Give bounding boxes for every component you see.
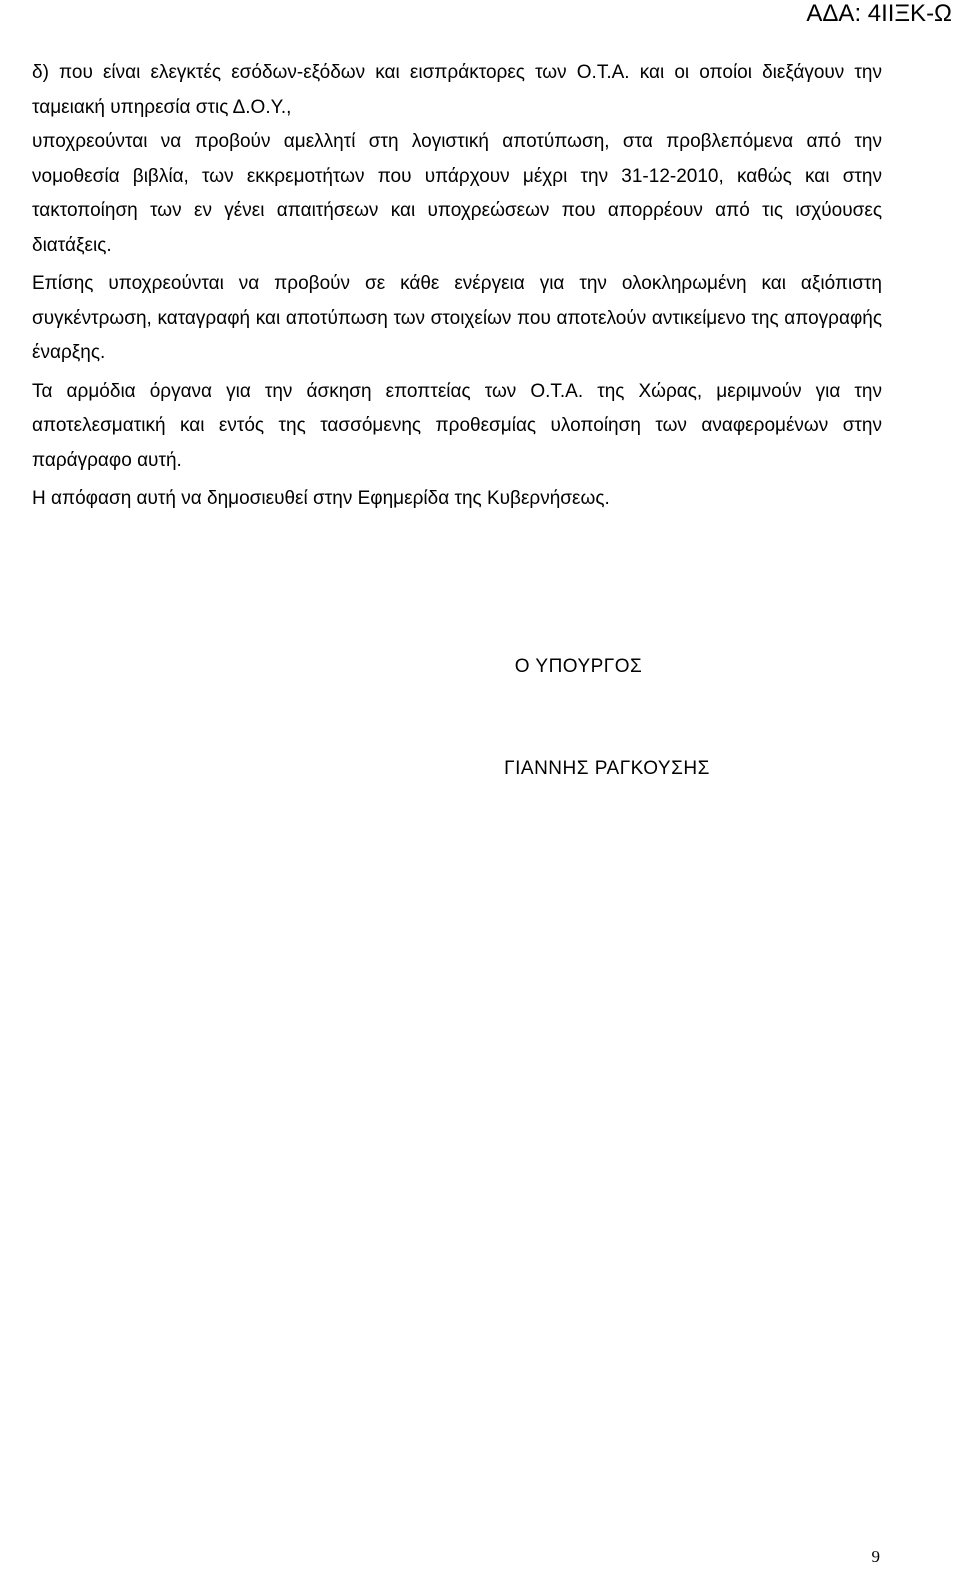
signature-title: Ο ΥΠΟΥΡΓΟΣ bbox=[514, 656, 643, 677]
signature-name: ΓΙΑΝΝΗΣ ΡΑΓΚΟΥΣΗΣ bbox=[504, 758, 710, 779]
paragraph-obligation: υποχρεούνται να προβούν αμελλητί στη λογιστική αποτύπωση, στα προβλεπόμενα από την νομοθεσία βιβλία, των εκκρεμοτήτων που υπάρχουν μέχρι την 31-12-2010, καθώς και στην τακτοποίηση των εν γένει απαιτήσεων και υποχρεώσεων που απορρέουν από τις ισχύουσες διατάξεις. bbox=[32, 131, 882, 256]
document-body bbox=[32, 56, 882, 517]
paragraph-also-obligated: Επίσης υποχρεούνται να προβούν σε κάθε ενέργεια για την ολοκληρωμένη και αξιόπιστη συγκέντρωση, καταγραφή και αποτύπωση των στοιχείων που αποτελούν αντικείμενο της απογραφής έναρξης. bbox=[32, 273, 882, 363]
page-number: 9 bbox=[871, 1547, 880, 1566]
paragraph-supervisory-bodies: Τα αρμόδια όργανα για την άσκηση εποπτείας των Ο.Τ.Α. της Χώρας, μεριμνούν για την αποτελεσματική και εντός της τασσόμενης προθεσμίας υλοποίηση των αναφερομένων στην παράγραφο αυτή. bbox=[32, 380, 882, 471]
paragraph-publication: Η απόφαση αυτή να δημοσιευθεί στην Εφημερίδα της Κυβερνήσεως. bbox=[32, 488, 610, 509]
paragraph-item-d: δ) που είναι ελεγκτές εσόδων-εξόδων και εισπράκτορες των Ο.Τ.Α. και οι οποίοι διεξάγουν την ταμειακή υπηρεσία στις Δ.Ο.Υ., bbox=[32, 62, 882, 118]
document-id-ada: ΑΔΑ: 4ΙΙΞΚ-Ω bbox=[806, 0, 952, 27]
